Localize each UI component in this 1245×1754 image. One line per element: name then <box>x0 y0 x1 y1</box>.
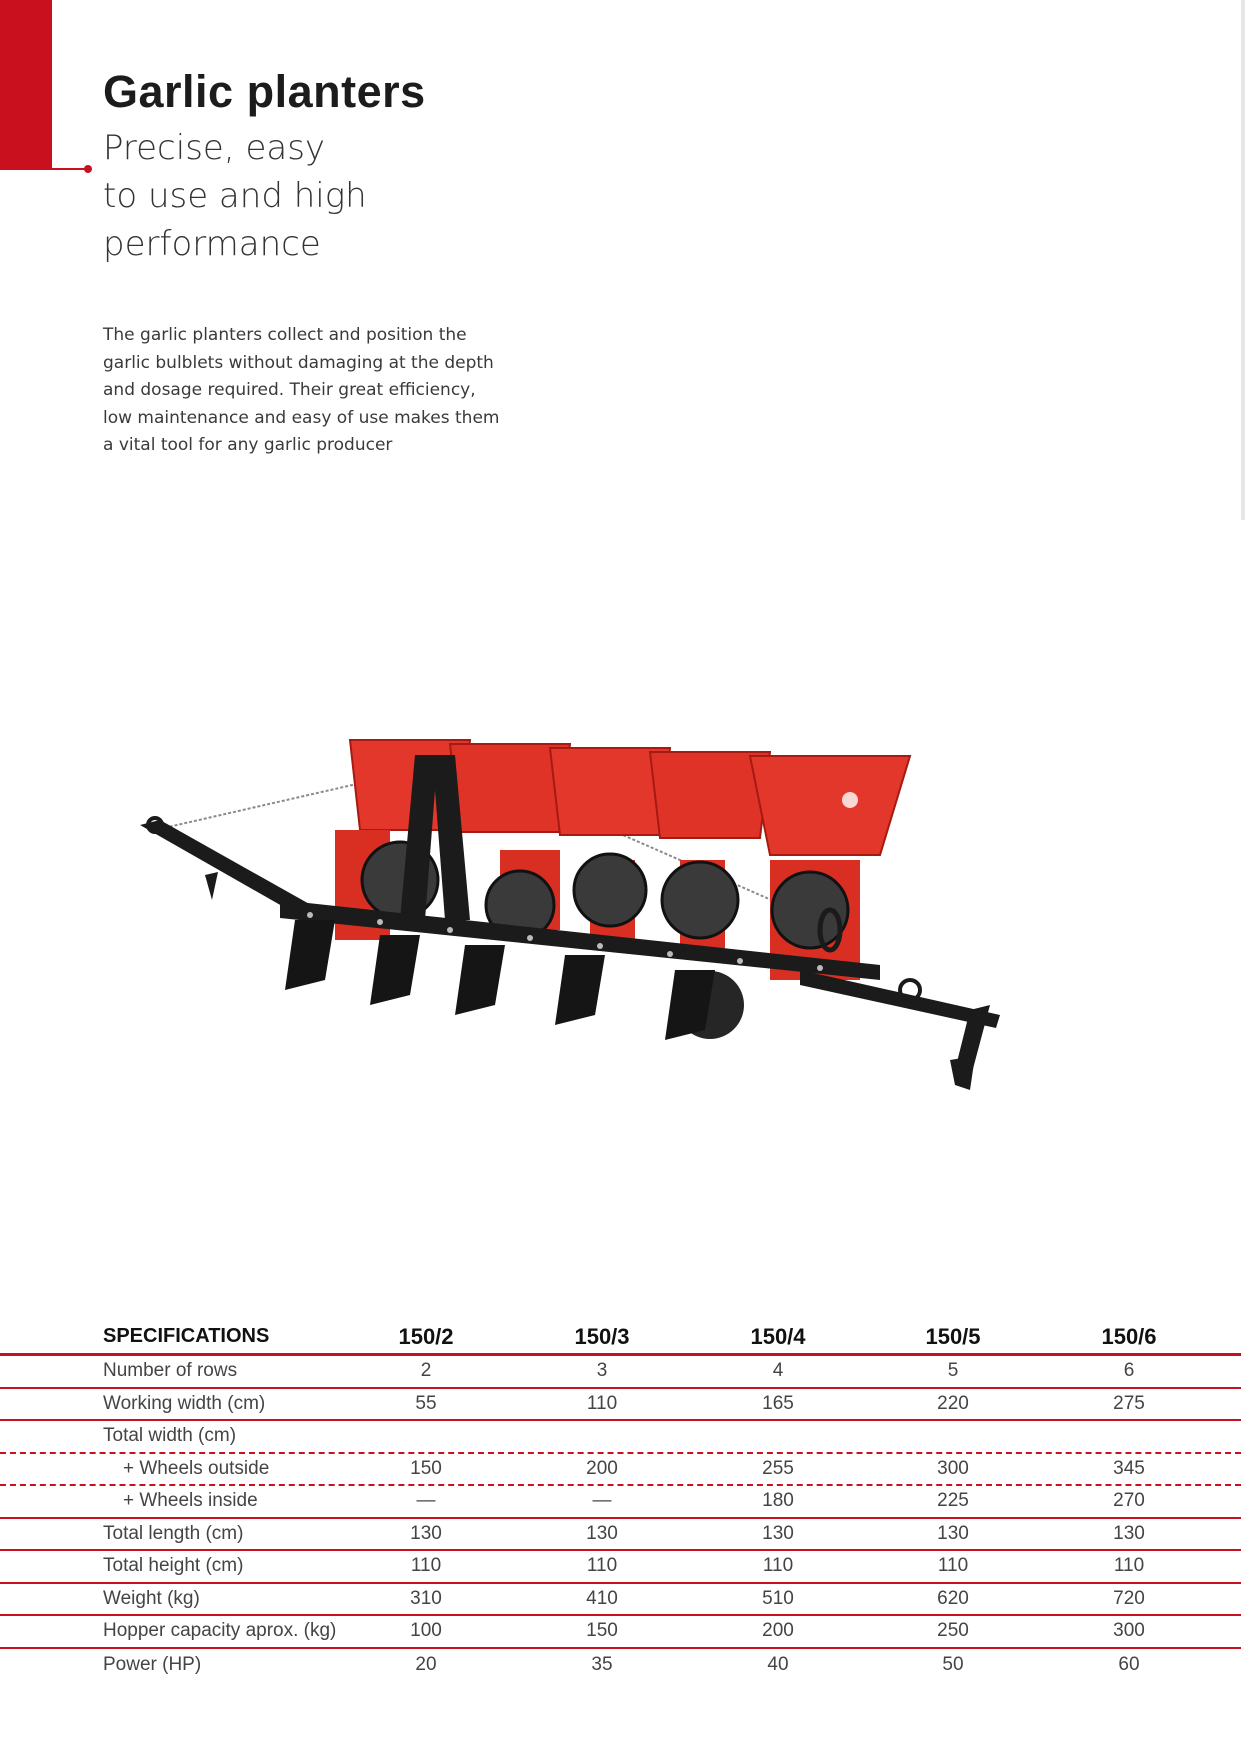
row-label: Hopper capacity aprox. (kg) <box>103 1620 337 1642</box>
table-cell: 110 <box>762 1555 794 1577</box>
table-row <box>0 1356 1241 1389</box>
description-line: a vital tool for any garlic producer <box>103 435 393 455</box>
table-cell: 50 <box>942 1653 964 1675</box>
garlic-planter-photo <box>120 660 1120 1160</box>
table-cell: 275 <box>1113 1392 1145 1414</box>
page-edge-shadow <box>1241 0 1245 520</box>
table-cell: 130 <box>1113 1522 1145 1544</box>
table-cell: 300 <box>1113 1620 1145 1642</box>
table-row <box>0 1616 1241 1649</box>
row-label: Number of rows <box>103 1360 238 1382</box>
table-cell: 150 <box>410 1457 442 1479</box>
table-cell: — <box>416 1490 436 1512</box>
table-cell: 6 <box>1123 1360 1135 1382</box>
model-header: 150/3 <box>574 1323 630 1349</box>
page-title: Garlic planters <box>103 66 426 117</box>
description-line: garlic bulblets without damaging at the depth <box>103 352 494 373</box>
table-cell: 345 <box>1113 1457 1145 1479</box>
row-label: Total width (cm) <box>103 1425 237 1447</box>
table-cell: 110 <box>586 1392 618 1414</box>
table-cell: 510 <box>762 1587 794 1609</box>
table-cell: 220 <box>937 1392 969 1414</box>
table-cell: 310 <box>410 1587 442 1609</box>
row-label: Weight (kg) <box>103 1587 200 1609</box>
subtitle-line: to use and high <box>103 176 367 216</box>
table-cell: 35 <box>591 1653 613 1675</box>
table-row <box>0 1421 1241 1454</box>
row-label: + Wheels inside <box>123 1490 258 1512</box>
model-header: 150/6 <box>1101 1323 1157 1349</box>
table-cell: 270 <box>1113 1490 1145 1512</box>
table-cell: 40 <box>767 1653 789 1675</box>
table-row <box>0 1454 1241 1487</box>
table-cell: 55 <box>415 1392 437 1414</box>
table-row <box>0 1486 1241 1519</box>
accent-red-dot <box>84 165 92 173</box>
row-label: Total height (cm) <box>103 1555 244 1577</box>
table-cell: 200 <box>586 1457 618 1479</box>
table-cell: 130 <box>410 1522 442 1544</box>
description-line: and dosage required. Their great efficiency, <box>103 380 476 400</box>
table-row <box>0 1584 1241 1617</box>
table-cell: 2 <box>420 1360 432 1382</box>
table-cell: 165 <box>762 1392 794 1414</box>
table-cell: 110 <box>1113 1555 1145 1577</box>
table-cell: 130 <box>937 1522 969 1544</box>
table-row <box>0 1519 1241 1552</box>
table-cell: 130 <box>762 1522 794 1544</box>
table-cell: 110 <box>937 1555 969 1577</box>
specifications-heading: SPECIFICATIONS <box>103 1325 270 1347</box>
table-cell: 250 <box>937 1620 969 1642</box>
table-cell: 4 <box>772 1360 784 1382</box>
table-header-row <box>0 1320 1241 1356</box>
table-cell: — <box>592 1490 612 1512</box>
table-cell: 200 <box>762 1620 794 1642</box>
table-cell: 100 <box>410 1620 442 1642</box>
table-cell: 110 <box>586 1555 618 1577</box>
table-cell: 300 <box>937 1457 969 1479</box>
table-cell: 5 <box>947 1360 959 1382</box>
table-row <box>0 1551 1241 1584</box>
row-label: Working width (cm) <box>103 1392 266 1414</box>
table-row <box>0 1389 1241 1422</box>
table-row <box>0 1649 1241 1682</box>
table-cell: 150 <box>586 1620 618 1642</box>
row-label: Power (HP) <box>103 1653 202 1675</box>
subtitle-line: Precise, easy <box>103 128 326 168</box>
table-cell: 110 <box>410 1555 442 1577</box>
row-label: Total length (cm) <box>103 1522 244 1544</box>
table-cell: 720 <box>1113 1587 1145 1609</box>
table-cell: 255 <box>762 1457 794 1479</box>
table-cell: 3 <box>596 1360 608 1382</box>
model-header: 150/5 <box>925 1323 981 1349</box>
table-cell: 225 <box>937 1490 969 1512</box>
accent-red-bar <box>0 0 52 170</box>
table-cell: 20 <box>415 1653 437 1675</box>
table-cell: 60 <box>1118 1653 1140 1675</box>
subtitle-line: performance <box>103 224 321 264</box>
page-subtitle <box>103 124 367 268</box>
model-header: 150/4 <box>750 1323 806 1349</box>
specifications-table <box>0 1320 1241 1681</box>
table-cell: 620 <box>937 1587 969 1609</box>
row-label: + Wheels outside <box>123 1457 270 1479</box>
table-cell: 130 <box>586 1522 618 1544</box>
table-cell: 180 <box>762 1490 794 1512</box>
description-line: low maintenance and easy of use makes them <box>103 407 500 428</box>
accent-red-line <box>0 168 88 170</box>
product-description <box>103 322 503 460</box>
model-header: 150/2 <box>398 1323 454 1349</box>
table-cell: 410 <box>586 1587 618 1609</box>
description-line: The garlic planters collect and position the <box>103 325 467 345</box>
